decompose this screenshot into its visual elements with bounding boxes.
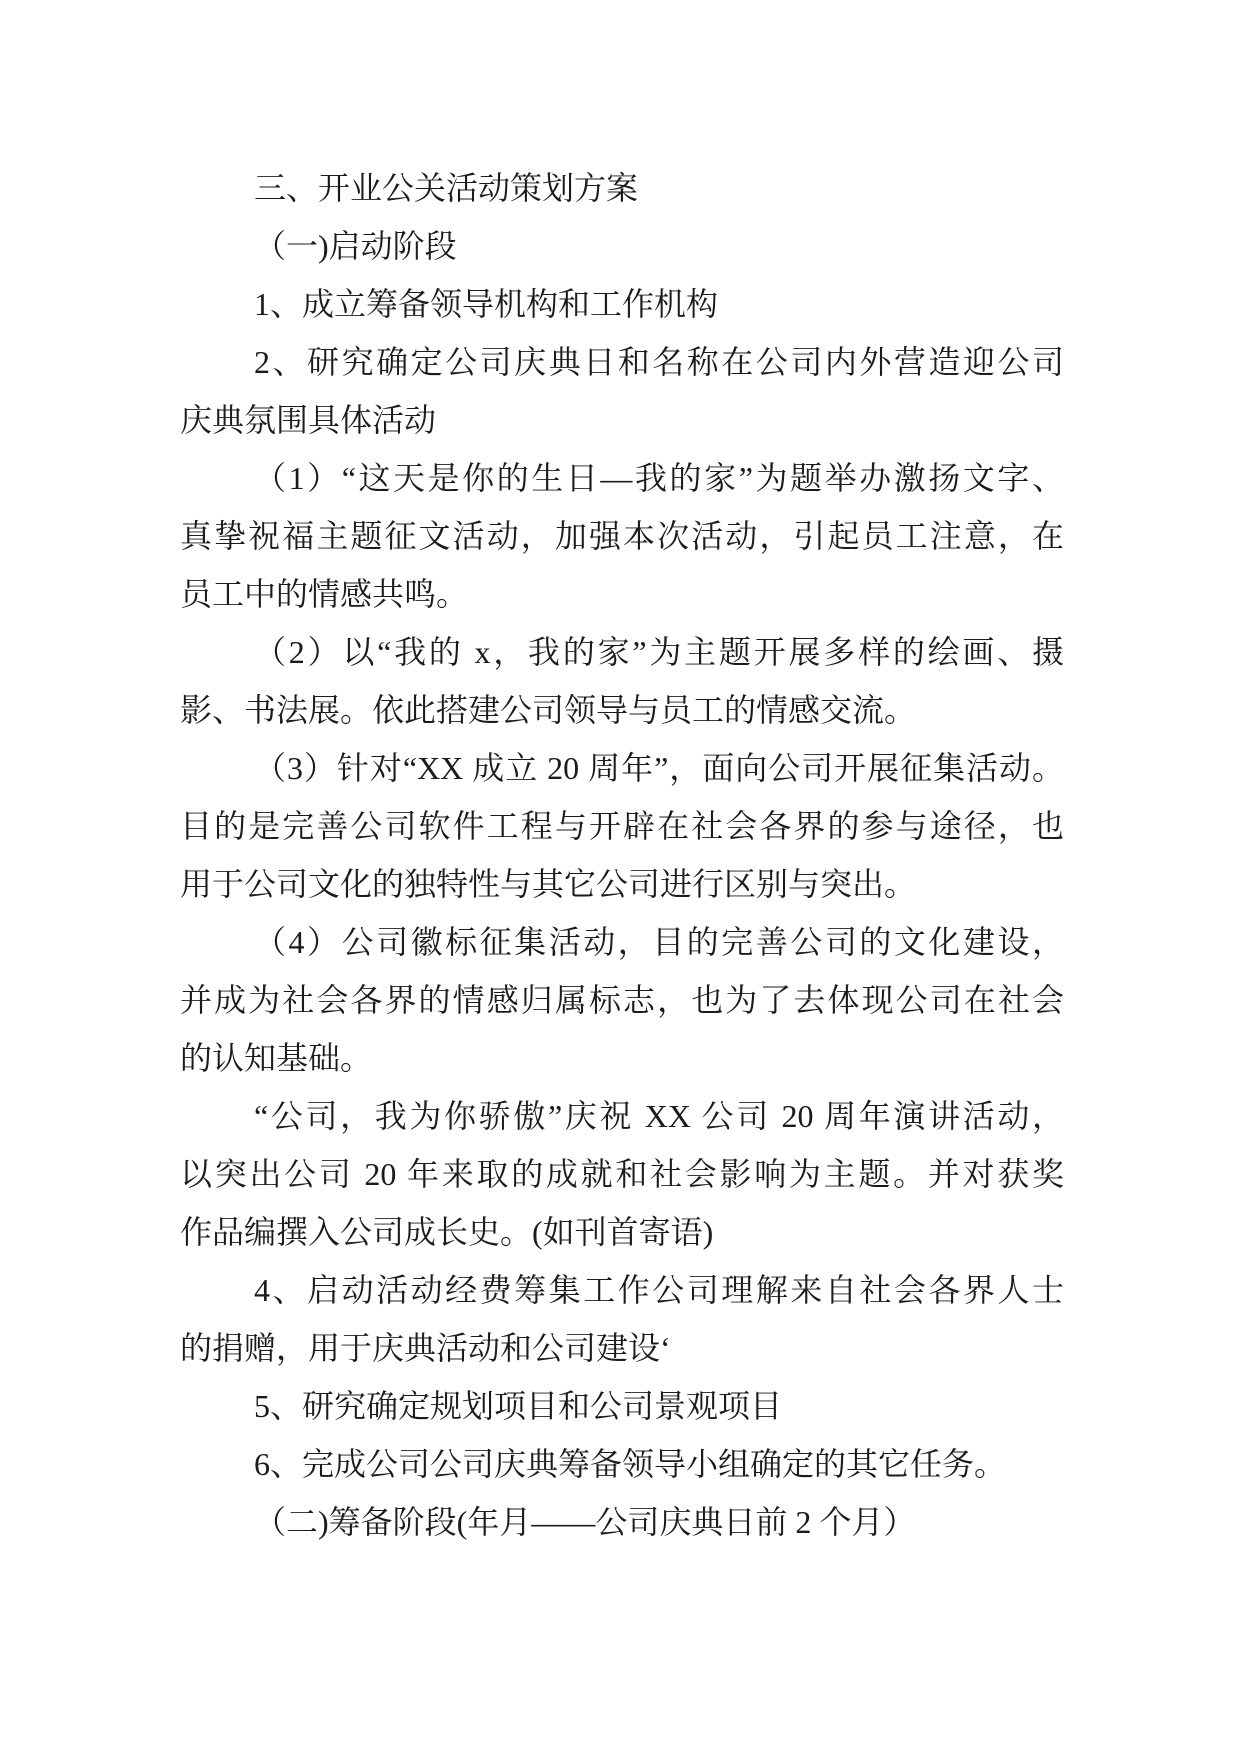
text-line: “公司，我为你骄傲”庆祝 XX 公司 20 周年演讲活动， [254,1098,1064,1134]
text-line: （一)启动阶段 [254,228,457,264]
text-line: （1）“这天是你的生日—我的家”为题举办激扬文字、 [254,460,1064,496]
text-line: 的捐赠，用于庆典活动和公司建设‘ [180,1330,671,1366]
text-line: （2）以“我的 x，我的家”为主题开展多样的绘画、摄 [254,634,1064,670]
text-line: 5、研究确定规划项目和公司景观项目 [254,1388,783,1424]
text-line: 用于公司文化的独特性与其它公司进行区别与突出。 [180,866,917,902]
text-line: 6、完成公司公司庆典筹备领导小组确定的其它任务。 [254,1446,1007,1482]
text-line: 真挚祝福主题征文活动，加强本次活动，引起员工注意，在 [180,518,1064,554]
text-line: 作品编撰入公司成长史。(如刊首寄语) [180,1214,714,1250]
text-line: （二)筹备阶段(年月——公司庆典日前 2 个月） [254,1504,916,1540]
text-line: 影、书法展。依此搭建公司领导与员工的情感交流。 [180,692,917,728]
text-line: （4）公司徽标征集活动，目的完善公司的文化建设， [254,924,1064,960]
text-line: 目的是完善公司软件工程与开辟在社会各界的参与途径，也 [180,808,1064,844]
text-line: 4、启动活动经费筹集工作公司理解来自社会各界人士 [254,1272,1064,1308]
text-line: 1、成立筹备领导机构和工作机构 [254,286,719,322]
text-line: 的认知基础。 [180,1040,373,1076]
text-line: 2、研究确定公司庆典日和名称在公司内外营造迎公司 [254,344,1064,380]
text-line: 三、开业公关活动策划方案 [254,170,639,206]
text-line: （3）针对“XX 成立 20 周年”，面向公司开展征集活动。 [254,750,1064,786]
text-line: 并成为社会各界的情感归属标志，也为了去体现公司在社会 [180,982,1064,1018]
document-text [180,159,1064,1551]
text-line: 庆典氛围具体活动 [180,402,437,438]
text-line: 员工中的情感共鸣。 [180,576,469,612]
text-line: 以突出公司 20 年来取的成就和社会影响为主题。并对获奖 [180,1156,1064,1192]
